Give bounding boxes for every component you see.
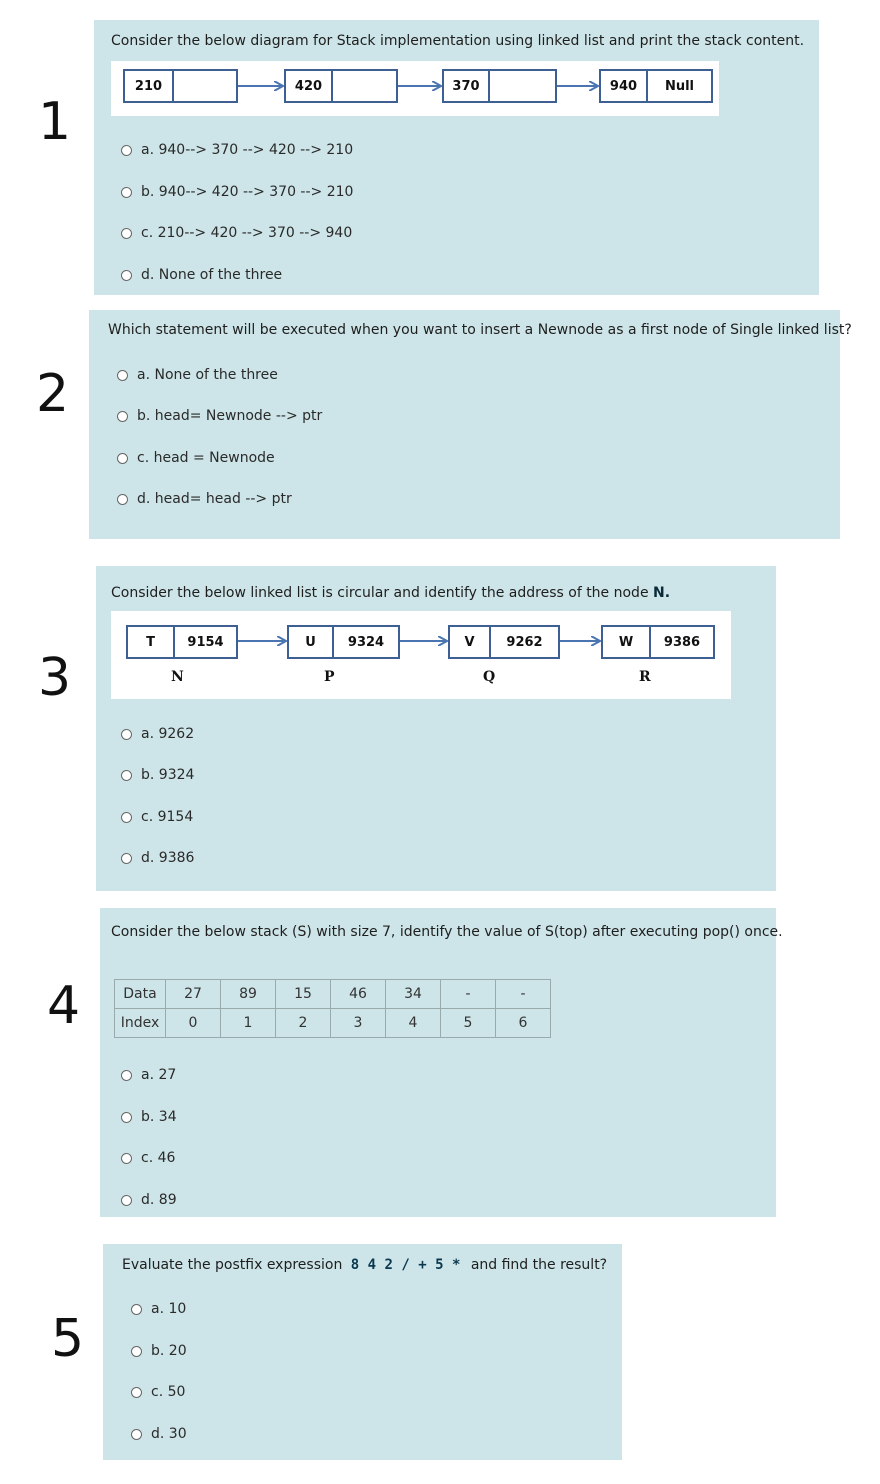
data-cell: - <box>441 980 496 1009</box>
node-next <box>488 71 555 101</box>
radio-button[interactable] <box>131 1304 142 1315</box>
node-value: T <box>146 634 155 650</box>
data-cell: 27 <box>166 980 221 1009</box>
option-label: c. 9154 <box>141 809 194 825</box>
arrow-icon <box>238 633 289 649</box>
option-1b[interactable] <box>121 184 353 200</box>
radio-button[interactable] <box>131 1346 142 1357</box>
option-label: b. 20 <box>151 1343 187 1359</box>
node-label-r: R <box>639 669 651 685</box>
node-value: V <box>464 634 475 650</box>
question-text-5 <box>122 1257 607 1273</box>
data-cell: 15 <box>276 980 331 1009</box>
node-next <box>172 71 236 101</box>
data-row <box>115 980 551 1009</box>
question-text-suffix: and find the result? <box>470 1257 608 1273</box>
question-card-4 <box>100 908 776 1217</box>
option-label: c. head = Newnode <box>137 450 275 466</box>
option-3d[interactable] <box>121 850 194 866</box>
option-4b[interactable] <box>121 1109 177 1125</box>
radio-button[interactable] <box>121 853 132 864</box>
option-3a[interactable] <box>121 726 194 742</box>
option-5d[interactable] <box>131 1426 187 1442</box>
option-2c[interactable] <box>117 450 275 466</box>
option-5a[interactable] <box>131 1301 186 1317</box>
index-cell: 3 <box>331 1009 386 1038</box>
radio-button[interactable] <box>117 411 128 422</box>
node-next: 9386 <box>649 627 713 657</box>
index-row <box>115 1009 551 1038</box>
option-label: a. 10 <box>151 1301 187 1317</box>
index-cell: 0 <box>166 1009 221 1038</box>
radio-button[interactable] <box>121 1070 132 1081</box>
question-number-4: 4 <box>47 976 81 1036</box>
arrow-icon <box>398 78 444 94</box>
circular-node-t <box>126 625 238 659</box>
question-text-4: Consider the below stack (S) with size 7, identify the value of S(top) after executing pop() once. <box>111 924 783 940</box>
option-label: c. 50 <box>151 1384 186 1400</box>
radio-button[interactable] <box>121 228 132 239</box>
stack-table <box>114 979 551 1038</box>
option-label: d. 9386 <box>141 850 195 866</box>
node-next: 9154 <box>173 627 236 657</box>
radio-button[interactable] <box>121 187 132 198</box>
question-text-1: Consider the below diagram for Stack implementation using linked list and print the stack content. <box>111 33 805 49</box>
option-label: b. 9324 <box>141 767 195 783</box>
arrow-icon <box>238 78 286 94</box>
option-label: b. 34 <box>141 1109 177 1125</box>
radio-button[interactable] <box>121 770 132 781</box>
option-label: a. 9262 <box>141 726 195 742</box>
option-1c[interactable] <box>121 225 352 241</box>
option-2d[interactable] <box>117 491 292 507</box>
node-next: 9262 <box>489 627 558 657</box>
question-number-5: 5 <box>51 1309 85 1369</box>
node-value: W <box>618 634 634 650</box>
question-text-2: Which statement will be executed when you want to insert a Newnode as a first node of Single linked list? <box>108 322 852 338</box>
option-label: c. 210--> 420 --> 370 --> 940 <box>141 225 353 241</box>
index-cell: 4 <box>386 1009 441 1038</box>
row-label: Index <box>115 1009 166 1038</box>
option-label: b. 940--> 420 --> 370 --> 210 <box>141 184 354 200</box>
data-cell: 46 <box>331 980 386 1009</box>
option-label: d. head= head --> ptr <box>137 491 292 507</box>
postfix-expression: 8 4 2 / + 5 * <box>350 1257 461 1273</box>
node-label-p: P <box>324 669 335 685</box>
index-cell: 5 <box>441 1009 496 1038</box>
node-label-q: Q <box>483 669 496 685</box>
node-next <box>331 71 396 101</box>
option-label: c. 46 <box>141 1150 176 1166</box>
option-label: a. 27 <box>141 1067 177 1083</box>
radio-button[interactable] <box>121 729 132 740</box>
node-value: 210 <box>134 78 163 94</box>
node-value: 370 <box>452 78 480 94</box>
option-label: a. None of the three <box>137 367 278 383</box>
option-label: d. 30 <box>151 1426 187 1442</box>
radio-button[interactable] <box>121 1112 132 1123</box>
option-5c[interactable] <box>131 1384 185 1400</box>
question-number-3: 3 <box>38 648 72 708</box>
node-label-n: N <box>171 669 184 685</box>
radio-button[interactable] <box>121 1195 132 1206</box>
option-label: b. head= Newnode --> ptr <box>137 408 323 424</box>
question-number-2: 2 <box>36 364 70 424</box>
stack-node-1 <box>123 69 238 103</box>
option-4c[interactable] <box>121 1150 175 1166</box>
option-1a[interactable] <box>121 142 353 158</box>
option-4d[interactable] <box>121 1192 177 1208</box>
option-5b[interactable] <box>131 1343 187 1359</box>
radio-button[interactable] <box>131 1387 142 1398</box>
node-value: U <box>305 634 316 650</box>
node-value: 940 <box>609 78 638 94</box>
option-2b[interactable] <box>117 408 322 424</box>
node-next: 9324 <box>332 627 398 657</box>
option-3b[interactable] <box>121 767 194 783</box>
option-1d[interactable] <box>121 267 282 283</box>
stack-node-2 <box>284 69 398 103</box>
question-text: Consider the below linked list is circular and identify the address of the node <box>111 585 649 601</box>
option-4a[interactable] <box>121 1067 176 1083</box>
arrow-icon <box>560 633 603 649</box>
option-label: d. 89 <box>141 1192 177 1208</box>
radio-button[interactable] <box>121 812 132 823</box>
data-cell: - <box>496 980 551 1009</box>
radio-button[interactable] <box>117 494 128 505</box>
question-text-3 <box>111 585 670 601</box>
node-value: 420 <box>294 78 323 94</box>
radio-button[interactable] <box>121 270 132 281</box>
radio-button[interactable] <box>117 453 128 464</box>
data-cell: 89 <box>221 980 276 1009</box>
index-cell: 1 <box>221 1009 276 1038</box>
circular-node-v <box>448 625 560 659</box>
index-cell: 2 <box>276 1009 331 1038</box>
index-cell: 6 <box>496 1009 551 1038</box>
arrow-icon <box>557 78 601 94</box>
stack-node-3 <box>442 69 557 103</box>
node-next: Null <box>646 71 711 101</box>
data-cell: 34 <box>386 980 441 1009</box>
circular-node-w <box>601 625 715 659</box>
row-label: Data <box>115 980 166 1009</box>
question-text: Evaluate the postfix expression <box>122 1257 343 1273</box>
radio-button[interactable] <box>117 370 128 381</box>
question-number-1: 1 <box>38 92 72 152</box>
question-target-node: N. <box>653 585 671 601</box>
option-2a[interactable] <box>117 367 278 383</box>
arrow-icon <box>400 633 450 649</box>
option-label: a. 940--> 370 --> 420 --> 210 <box>141 142 354 158</box>
option-3c[interactable] <box>121 809 193 825</box>
radio-button[interactable] <box>131 1429 142 1440</box>
radio-button[interactable] <box>121 145 132 156</box>
circular-node-u <box>287 625 400 659</box>
stack-node-4 <box>599 69 713 103</box>
radio-button[interactable] <box>121 1153 132 1164</box>
option-label: d. None of the three <box>141 267 283 283</box>
